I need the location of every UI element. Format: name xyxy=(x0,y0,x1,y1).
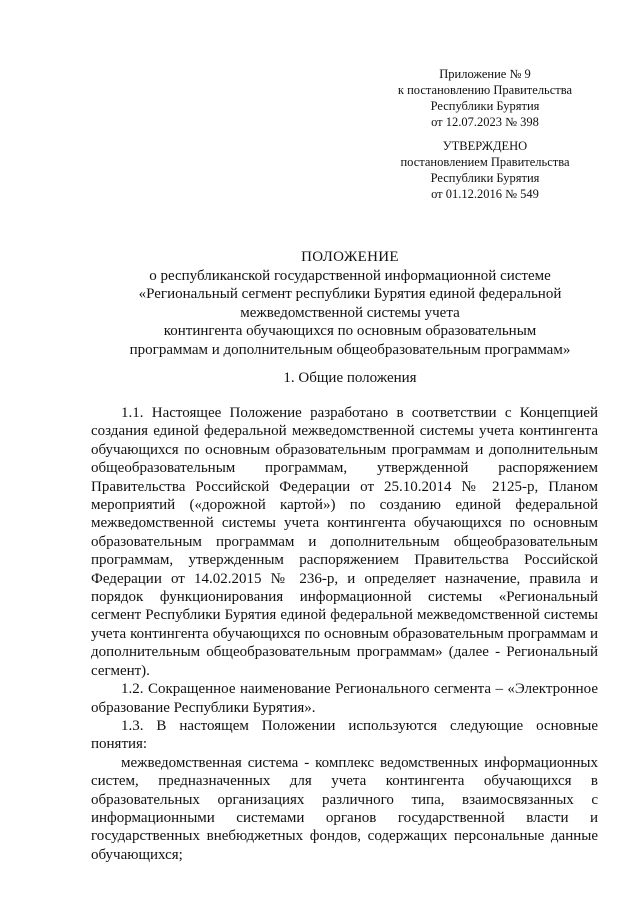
title-heading: ПОЛОЖЕНИЕ xyxy=(301,249,399,265)
approved-republic: Республики Бурятия xyxy=(430,171,540,185)
paragraph-1-2: 1.2. Сокращенное наименование Регионального сегмента – «Электронное образование Республики Бурятия». xyxy=(91,681,598,716)
body-text xyxy=(91,404,598,864)
appendix-date: от 12.07.2023 № 398 xyxy=(431,115,539,129)
title-line-6: программам и дополнительным общеобразовательным программам» xyxy=(129,341,571,358)
appendix-republic: Республики Бурятия xyxy=(430,99,540,113)
title-line-4: межведомственной системы учета xyxy=(240,304,460,321)
appendix-resolution-ref: к постановлению Правительства xyxy=(397,83,573,97)
approved-resolution-ref: постановлением Правительства xyxy=(400,155,570,169)
approved-label: УТВЕРЖДЕНО xyxy=(442,139,528,153)
approved-date: от 01.12.2016 № 549 xyxy=(431,187,539,201)
title-line-2: о республиканской государственной информационной системе xyxy=(149,267,551,284)
section-heading: 1. Общие положения xyxy=(283,370,417,386)
appendix-number: Приложение № 9 xyxy=(439,67,531,81)
approved-block xyxy=(360,138,610,202)
document-title xyxy=(100,248,600,359)
paragraph-definition: межведомственная система - комплекс ведомственных информационных систем, предназначенных для учета контингента обучающихся в образовательных организациях различного типа, взаимосвязанных с информационными системами органов государственной власти и государственных внебюджетных фондов, содержащих персональные данные обучающихся; xyxy=(91,754,598,863)
paragraph-1-3: 1.3. В настоящем Положении используются следующие основные понятия: xyxy=(91,717,598,753)
title-line-5: контингента обучающихся по основным образовательным xyxy=(163,323,537,339)
title-line-3: «Региональный сегмент республики Бурятия единой федеральной xyxy=(138,286,562,302)
appendix-block xyxy=(360,66,610,130)
paragraph-1-1: 1.1. Настоящее Положение разработано в соответствии с Концепцией создания единой федеральной межведомственной системы учета контингента обучающихся по основным образовательным программам и дополнительным общеобразовательным программам, утвержденной распоряжением Правительства Российской Федерации от 25.10.2014 № 2125-р, Планом мероприятий («дорожной картой») по созданию единой федеральной межведомственной системы учета контингента обучающихся по основным образовательным программам и дополнительным общеобразовательным программам, утвержденным распоряжением Правительства Российской Федерации от 14.02.2015 № 236-р, и определяет назначение, правила и порядок функционирования информационной системы «Региональный сегмент Республики Бурятия единой федеральной межведомственной системы учета контингента обучающихся по основным образовательным программам и дополнительным общеобразовательным программам» (далее - Региональный сегмент). xyxy=(91,405,598,679)
